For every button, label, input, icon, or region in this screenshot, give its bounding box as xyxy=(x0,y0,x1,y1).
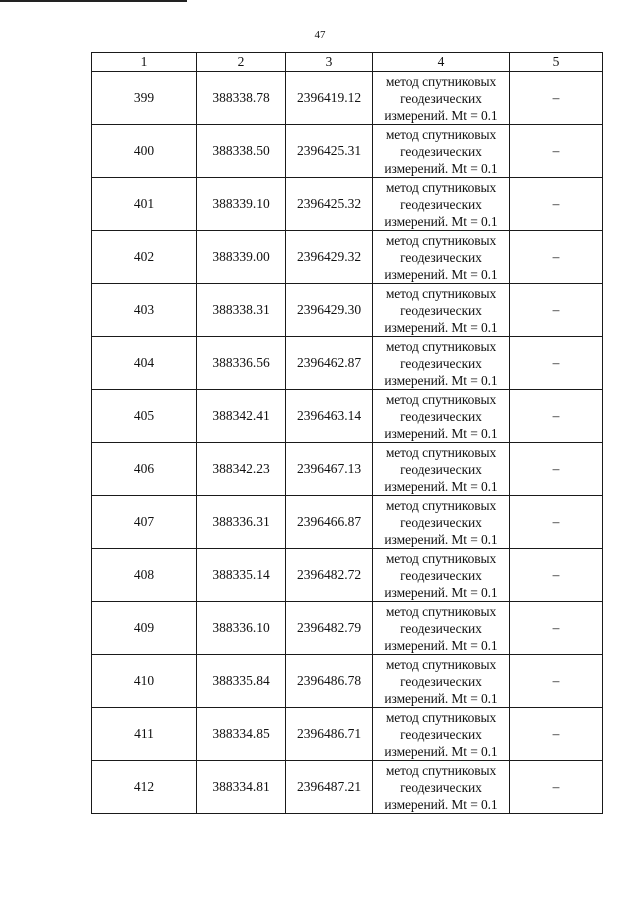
table-row xyxy=(92,761,603,814)
method-line: измерений. Mt = 0.1 xyxy=(384,372,498,388)
note-cell: – xyxy=(510,761,603,814)
point-number-cell: 410 xyxy=(92,655,197,708)
method-line: метод спутниковых xyxy=(385,656,497,672)
method-cell xyxy=(373,443,510,496)
note-cell: – xyxy=(510,549,603,602)
method-cell xyxy=(373,72,510,125)
method-line: метод спутниковых xyxy=(385,73,497,89)
table-row xyxy=(92,655,603,708)
point-number-cell: 399 xyxy=(92,72,197,125)
y-coordinate-cell: 2396429.32 xyxy=(286,231,373,284)
x-coordinate-cell: 388336.10 xyxy=(197,602,286,655)
method-line: измерений. Mt = 0.1 xyxy=(384,478,498,494)
y-coordinate-cell: 2396466.87 xyxy=(286,496,373,549)
table-row xyxy=(92,178,603,231)
x-coordinate-cell: 388334.81 xyxy=(197,761,286,814)
header-col-4: 4 xyxy=(373,53,510,72)
table-row xyxy=(92,496,603,549)
method-line: геодезических xyxy=(400,196,482,212)
method-line: геодезических xyxy=(400,90,482,106)
x-coordinate-cell: 388342.23 xyxy=(197,443,286,496)
x-coordinate-cell: 388336.31 xyxy=(197,496,286,549)
method-line: измерений. Mt = 0.1 xyxy=(384,425,498,441)
x-coordinate-cell: 388334.85 xyxy=(197,708,286,761)
note-cell: – xyxy=(510,125,603,178)
method-cell xyxy=(373,708,510,761)
method-line: метод спутниковых xyxy=(385,444,497,460)
method-line: геодезических xyxy=(400,355,482,371)
header-col-2: 2 xyxy=(197,53,286,72)
method-line: геодезических xyxy=(400,408,482,424)
point-number-cell: 404 xyxy=(92,337,197,390)
point-number-cell: 407 xyxy=(92,496,197,549)
method-line: измерений. Mt = 0.1 xyxy=(384,743,498,759)
method-line: геодезических xyxy=(400,726,482,742)
method-line: измерений. Mt = 0.1 xyxy=(384,266,498,282)
method-line: геодезических xyxy=(400,673,482,689)
note-cell: – xyxy=(510,708,603,761)
point-number-cell: 411 xyxy=(92,708,197,761)
method-line: измерений. Mt = 0.1 xyxy=(384,637,498,653)
point-number-cell: 401 xyxy=(92,178,197,231)
x-coordinate-cell: 388339.00 xyxy=(197,231,286,284)
y-coordinate-cell: 2396467.13 xyxy=(286,443,373,496)
y-coordinate-cell: 2396482.72 xyxy=(286,549,373,602)
note-cell: – xyxy=(510,231,603,284)
method-cell xyxy=(373,178,510,231)
method-cell xyxy=(373,602,510,655)
x-coordinate-cell: 388339.10 xyxy=(197,178,286,231)
table-row xyxy=(92,708,603,761)
point-number-cell: 400 xyxy=(92,125,197,178)
note-cell: – xyxy=(510,655,603,708)
method-line: измерений. Mt = 0.1 xyxy=(384,584,498,600)
top-rule xyxy=(0,0,187,2)
point-number-cell: 412 xyxy=(92,761,197,814)
y-coordinate-cell: 2396486.78 xyxy=(286,655,373,708)
point-number-cell: 409 xyxy=(92,602,197,655)
point-number-cell: 405 xyxy=(92,390,197,443)
method-line: метод спутниковых xyxy=(385,762,497,778)
note-cell: – xyxy=(510,602,603,655)
method-line: метод спутниковых xyxy=(385,603,497,619)
method-cell xyxy=(373,761,510,814)
method-line: геодезических xyxy=(400,302,482,318)
method-line: геодезических xyxy=(400,249,482,265)
method-cell xyxy=(373,496,510,549)
table-row xyxy=(92,125,603,178)
method-line: геодезических xyxy=(400,567,482,583)
x-coordinate-cell: 388335.84 xyxy=(197,655,286,708)
x-coordinate-cell: 388335.14 xyxy=(197,549,286,602)
method-line: метод спутниковых xyxy=(385,550,497,566)
method-line: метод спутниковых xyxy=(385,126,497,142)
table-row xyxy=(92,602,603,655)
method-cell xyxy=(373,655,510,708)
x-coordinate-cell: 388342.41 xyxy=(197,390,286,443)
y-coordinate-cell: 2396462.87 xyxy=(286,337,373,390)
method-line: измерений. Mt = 0.1 xyxy=(384,531,498,547)
x-coordinate-cell: 388336.56 xyxy=(197,337,286,390)
y-coordinate-cell: 2396419.12 xyxy=(286,72,373,125)
y-coordinate-cell: 2396463.14 xyxy=(286,390,373,443)
method-line: метод спутниковых xyxy=(385,497,497,513)
method-line: метод спутниковых xyxy=(385,709,497,725)
method-line: измерений. Mt = 0.1 xyxy=(384,160,498,176)
y-coordinate-cell: 2396425.31 xyxy=(286,125,373,178)
table-body xyxy=(92,72,603,814)
x-coordinate-cell: 388338.50 xyxy=(197,125,286,178)
note-cell: – xyxy=(510,284,603,337)
y-coordinate-cell: 2396482.79 xyxy=(286,602,373,655)
method-cell xyxy=(373,284,510,337)
point-number-cell: 406 xyxy=(92,443,197,496)
note-cell: – xyxy=(510,72,603,125)
header-col-5: 5 xyxy=(510,53,603,72)
table-row xyxy=(92,72,603,125)
note-cell: – xyxy=(510,496,603,549)
header-col-1: 1 xyxy=(92,53,197,72)
method-line: геодезических xyxy=(400,461,482,477)
header-col-3: 3 xyxy=(286,53,373,72)
page-number: 47 xyxy=(314,29,326,41)
y-coordinate-cell: 2396487.21 xyxy=(286,761,373,814)
method-line: метод спутниковых xyxy=(385,338,497,354)
table-row xyxy=(92,284,603,337)
method-cell xyxy=(373,390,510,443)
note-cell: – xyxy=(510,178,603,231)
method-line: геодезических xyxy=(400,779,482,795)
table-header xyxy=(92,53,603,72)
table-row xyxy=(92,231,603,284)
method-line: геодезических xyxy=(400,620,482,636)
method-line: измерений. Mt = 0.1 xyxy=(384,690,498,706)
method-line: измерений. Mt = 0.1 xyxy=(384,796,498,812)
method-line: измерений. Mt = 0.1 xyxy=(384,107,498,123)
x-coordinate-cell: 388338.78 xyxy=(197,72,286,125)
note-cell: – xyxy=(510,337,603,390)
table-row xyxy=(92,390,603,443)
header-row xyxy=(92,53,603,72)
y-coordinate-cell: 2396429.30 xyxy=(286,284,373,337)
method-cell xyxy=(373,337,510,390)
method-cell xyxy=(373,549,510,602)
y-coordinate-cell: 2396486.71 xyxy=(286,708,373,761)
note-cell: – xyxy=(510,390,603,443)
method-line: измерений. Mt = 0.1 xyxy=(384,319,498,335)
method-line: метод спутниковых xyxy=(385,232,497,248)
method-line: метод спутниковых xyxy=(385,391,497,407)
table-row xyxy=(92,337,603,390)
note-cell: – xyxy=(510,443,603,496)
method-cell xyxy=(373,125,510,178)
point-number-cell: 408 xyxy=(92,549,197,602)
point-number-cell: 402 xyxy=(92,231,197,284)
method-line: метод спутниковых xyxy=(385,179,497,195)
method-cell xyxy=(373,231,510,284)
table-row xyxy=(92,549,603,602)
x-coordinate-cell: 388338.31 xyxy=(197,284,286,337)
coordinates-table xyxy=(91,52,603,814)
method-line: геодезических xyxy=(400,514,482,530)
y-coordinate-cell: 2396425.32 xyxy=(286,178,373,231)
method-line: метод спутниковых xyxy=(385,285,497,301)
method-line: измерений. Mt = 0.1 xyxy=(384,213,498,229)
point-number-cell: 403 xyxy=(92,284,197,337)
method-line: геодезических xyxy=(400,143,482,159)
table-row xyxy=(92,443,603,496)
